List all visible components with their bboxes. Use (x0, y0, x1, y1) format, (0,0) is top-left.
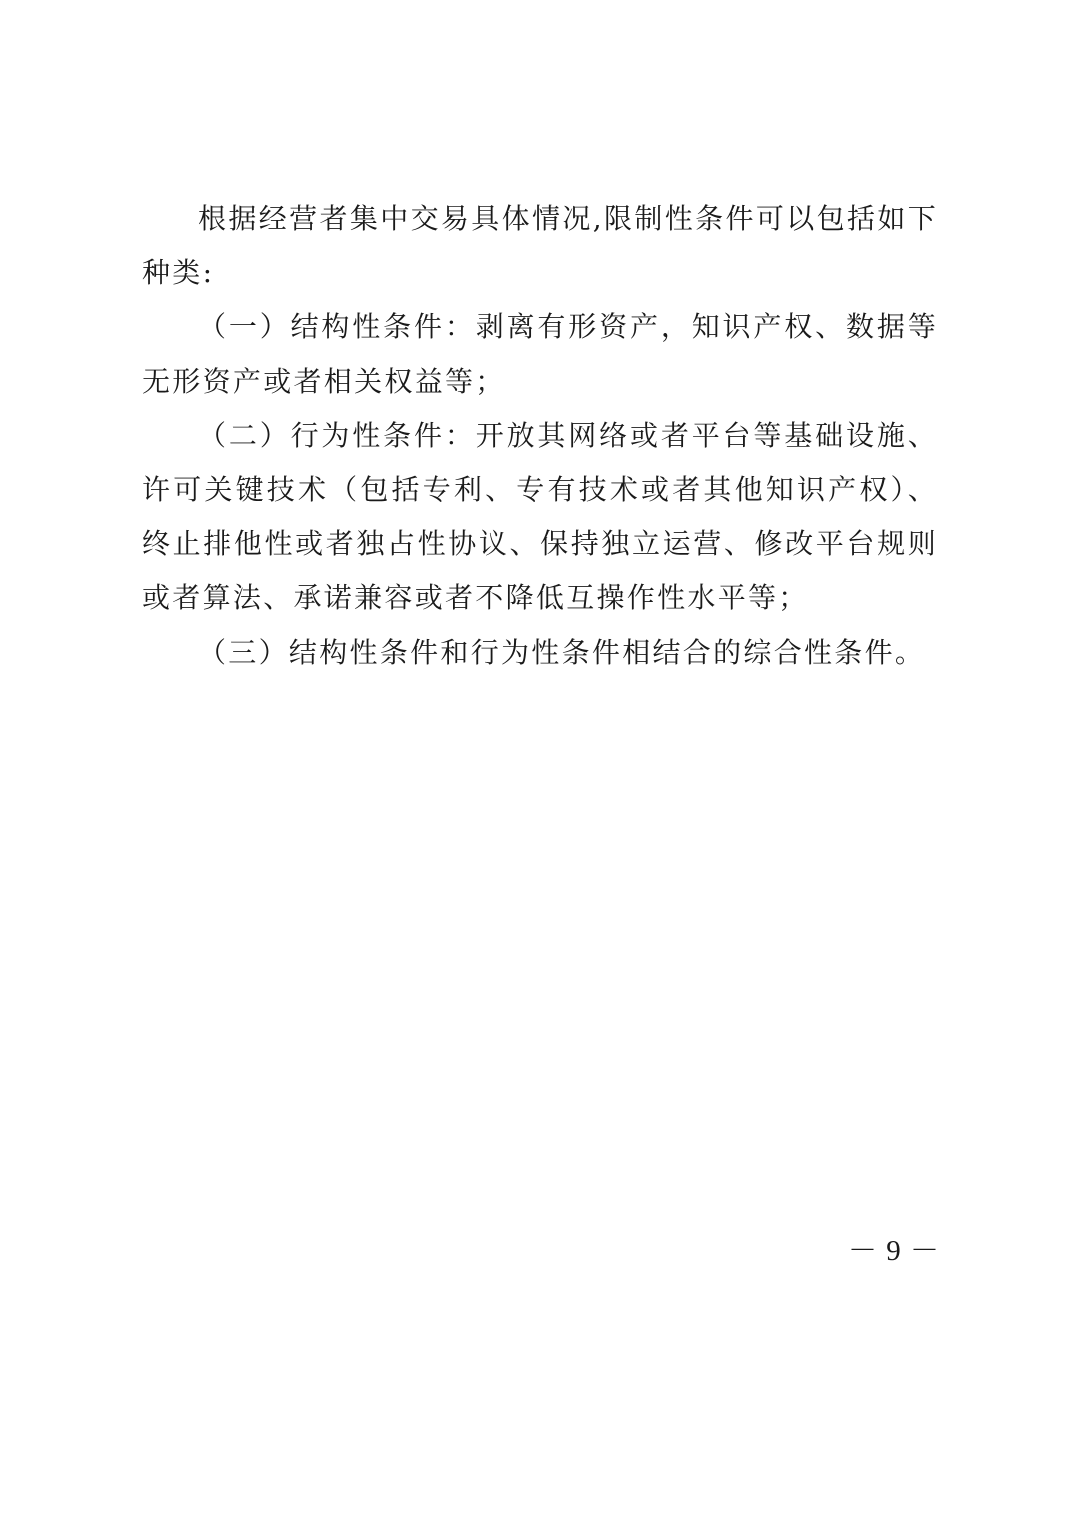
page-number: － 9 － (847, 1235, 940, 1267)
paragraph-behavioral-conditions: （二）行为性条件：开放其网络或者平台等基础设施、许可关键技术（包括专利、专有技术或者其他知识产权）、终止排他性或者独占性协议、保持独立运营、修改平台规则或者算法、承诺兼容或者不降低互操作性水平等； (142, 418, 938, 615)
paragraph-combined-conditions: （三）结构性条件和行为性条件相结合的综合性条件。 (198, 635, 926, 669)
paragraph-intro: 根据经营者集中交易具体情况,限制性条件可以包括如下种类: (142, 202, 938, 290)
body-text (142, 192, 938, 680)
paragraph-structural-conditions: （一）结构性条件：剥离有形资产，知识产权、数据等无形资产或者相关权益等； (142, 310, 938, 398)
